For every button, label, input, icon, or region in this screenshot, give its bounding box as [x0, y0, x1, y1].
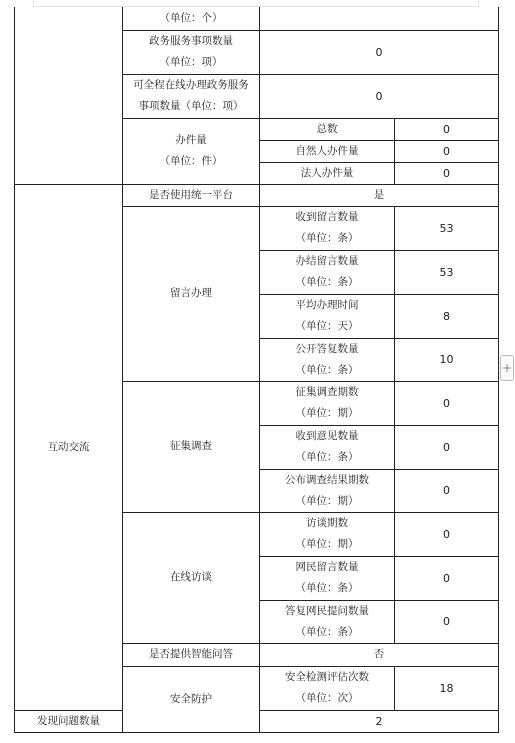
- survey-opinions-label: 收到意见数量 （单位：条）: [260, 425, 395, 469]
- unit-label: （单位：个）: [123, 7, 260, 30]
- security-issues-label: 发现问题数量: [15, 710, 123, 732]
- handled-natural-value: 0: [395, 140, 499, 162]
- security-issues-value: 2: [260, 710, 499, 732]
- handled-legal-label: 法人办件量: [260, 162, 395, 184]
- add-row-button[interactable]: +: [500, 355, 514, 381]
- survey-results-label: 公布调查结果期数 （单位：期）: [260, 469, 395, 512]
- messages-completed-label: 办结留言数量 （单位：条）: [260, 250, 395, 294]
- handled-total-value: 0: [395, 118, 499, 140]
- interview-periods-value: 0: [395, 512, 499, 556]
- platform-value: 是: [260, 184, 499, 206]
- handled-natural-label: 自然人办件量: [260, 140, 395, 162]
- messages-public-value: 10: [395, 338, 499, 381]
- smart-qa-label: 是否提供智能问答: [123, 643, 260, 666]
- messages-avg-time-value: 8: [395, 294, 499, 338]
- messages-received-value: 53: [395, 206, 499, 250]
- survey-opinions-value: 0: [395, 425, 499, 469]
- online-items-value: 0: [260, 74, 499, 118]
- section-security: 安全防护: [123, 666, 260, 732]
- survey-periods-label: 征集调查期数 （单位：期）: [260, 381, 395, 425]
- section-interaction: 互动交流: [15, 184, 123, 710]
- smart-qa-value: 否: [260, 643, 499, 666]
- interview-group-label: 在线访谈: [123, 512, 260, 643]
- handled-total-label: 总数: [260, 118, 395, 140]
- value-cell-empty: [260, 7, 499, 30]
- handled-label: 办件量 （单位：件）: [123, 118, 260, 184]
- handled-legal-value: 0: [395, 162, 499, 184]
- section-cell-continued: [15, 7, 123, 184]
- header-strip: [33, 0, 479, 7]
- interview-messages-value: 0: [395, 556, 499, 600]
- survey-results-value: 0: [395, 469, 499, 512]
- messages-completed-value: 53: [395, 250, 499, 294]
- online-items-label: 可全程在线办理政务服务 事项数量（单位：项）: [123, 74, 260, 118]
- security-eval-label: 安全检测评估次数 （单位：次）: [260, 666, 395, 710]
- interview-answers-value: 0: [395, 600, 499, 643]
- interview-answers-label: 答复网民提问数量 （单位：条）: [260, 600, 395, 643]
- service-items-value: 0: [260, 30, 499, 74]
- statistics-table: [14, 7, 499, 733]
- platform-label: 是否使用统一平台: [123, 184, 260, 206]
- messages-group-label: 留言办理: [123, 206, 260, 381]
- service-items-label: 政务服务事项数量 （单位：项）: [123, 30, 260, 74]
- messages-public-label: 公开答复数量 （单位：条）: [260, 338, 395, 381]
- interview-periods-label: 访谈期数 （单位：期）: [260, 512, 395, 556]
- interview-messages-label: 网民留言数量 （单位：条）: [260, 556, 395, 600]
- messages-avg-time-label: 平均办理时间 （单位：天）: [260, 294, 395, 338]
- messages-received-label: 收到留言数量 （单位：条）: [260, 206, 395, 250]
- survey-group-label: 征集调查: [123, 381, 260, 512]
- survey-periods-value: 0: [395, 381, 499, 425]
- security-eval-value: 18: [395, 666, 499, 710]
